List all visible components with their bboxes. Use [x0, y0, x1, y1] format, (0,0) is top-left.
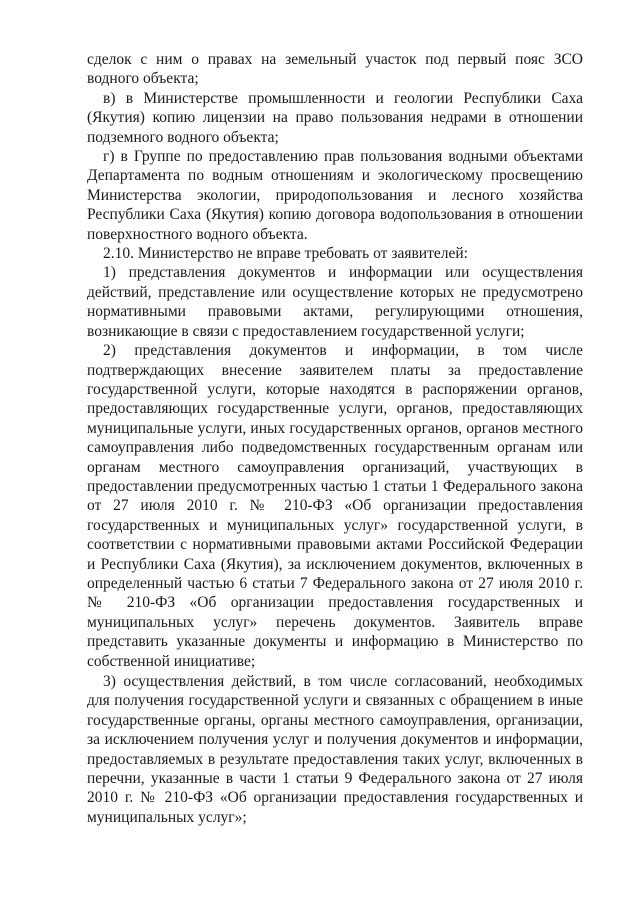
paragraph-item-g: г) в Группе по предоставлению прав пользования водными объектами Департамента по водным отношениям и экологическому просвещению Министерства экологии, природопользования и лесного хозяйства Республики Саха (Якутия) копию договора водопользования в отношении поверхностного водного объекта.: [87, 148, 583, 243]
paragraph-item-2: 2) представления документов и информации, в том числе подтверждающих внесение заявителем платы за предоставление государственной услуги, которые находятся в распоряжении органов, предоставляющих государственные услуги, органов, предоставляющих муниципальные услуги, иных государственных органов, органов местного самоуправления либо подведомственных государственным органам или органам местного самоуправления организаций, участвующих в предоставлении предусмотренных частью 1 статьи 1 Федерального закона от 27 июля 2010 г. № 210-ФЗ «Об организации предоставления государственных и муниципальных услуг» государственной услуги, в соответствии с нормативными правовыми актами Российской Федерации и Республики Саха (Якутия), за исключением документов, включенных в определенный частью 6 статьи 7 Федерального закона от 27 июля 2010 г. № 210-ФЗ «Об организации предоставления государственных и муниципальных услуг» перечень документов. Заявитель вправе представить указанные документы и информацию в Министерство по собственной инициативе;: [87, 342, 583, 670]
paragraph-item-v: в) в Министерстве промышленности и геологии Республики Саха (Якутия) копию лицензии на право пользования недрами в отношении подземного водного объекта;: [87, 89, 583, 146]
paragraph-item-1: 1) представления документов и информации или осуществления действий, представление или осуществление которых не предусмотрено нормативными правовыми актами, регулирующими отношения, возникающие в связи с предоставлением государственной услуги;: [87, 264, 583, 340]
paragraph-section-2-10: 2.10. Министерство не вправе требовать от заявителей:: [103, 245, 468, 263]
paragraph-item-3: 3) осуществления действий, в том числе согласований, необходимых для получения государственной услуги и связанных с обращением в иные государственные органы, органы местного самоуправления, организации, за исключением получения услуг и получения документов и информации, предоставляемых в результате предоставления таких услуг, включенных в перечни, указанные в части 1 статьи 9 Федерального закона от 27 июля 2010 г. № 210-ФЗ «Об организации предоставления государственных и муниципальных услуг»;: [87, 673, 583, 826]
paragraph-continuation: сделок с ним о правах на земельный участок под первый пояс ЗСО водного объекта;: [87, 51, 583, 88]
document-body: [87, 50, 583, 827]
